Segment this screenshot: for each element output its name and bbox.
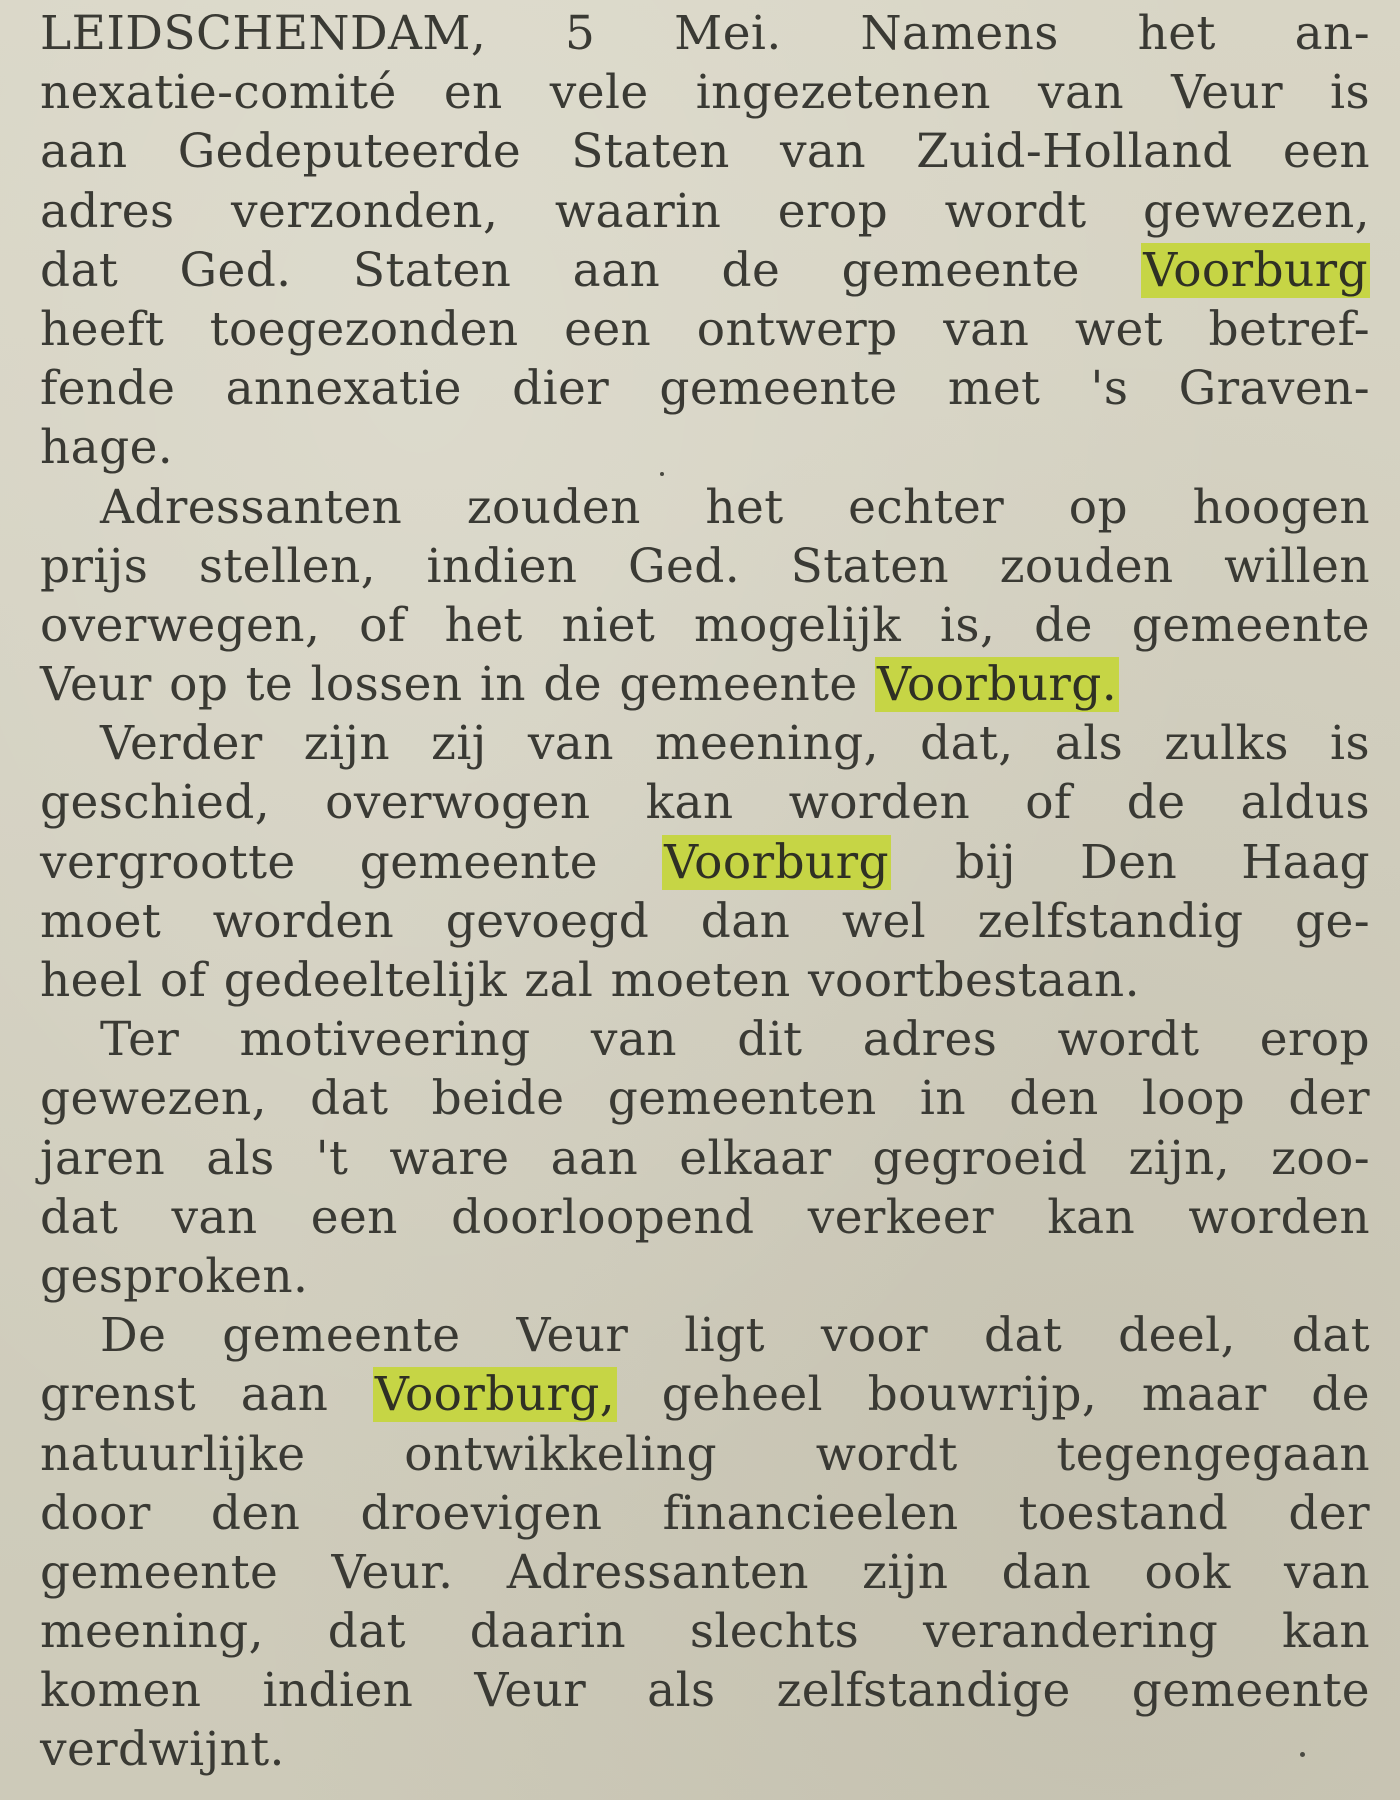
article-line: fende annexatie dier gemeente met 's Graven- bbox=[40, 361, 1370, 417]
article-line: meening, dat daarin slechts verandering kan bbox=[40, 1604, 1370, 1660]
article-line: Veur op te lossen in de gemeente Voorburg. bbox=[40, 657, 1118, 713]
article-line: aan Gedeputeerde Staten van Zuid-Holland een bbox=[40, 124, 1370, 180]
article-line: heel of gedeeltelijk zal moeten voortbestaan. bbox=[40, 953, 1140, 1008]
article-line: gesproken. bbox=[40, 1248, 309, 1304]
article-line: LEIDSCHENDAM, 5 Mei. Namens het an- bbox=[40, 6, 1370, 61]
article-line: Verder zijn zij van meening, dat, als zulks is bbox=[100, 716, 1370, 772]
article-line: vergrootte gemeente Voorburg bij Den Haag bbox=[40, 834, 1370, 890]
article-line: grenst aan Voorburg, geheel bouwrijp, maar de bbox=[40, 1367, 1370, 1423]
article-line: jaren als 't ware aan elkaar gegroeid zijn, zoo- bbox=[40, 1130, 1370, 1186]
article-line: verdwijnt. bbox=[40, 1722, 285, 1778]
paper-speck bbox=[660, 472, 664, 476]
article-line: geschied, overwogen kan worden of de aldus bbox=[40, 775, 1370, 831]
article-line: moet worden gevoegd dan wel zelfstandig ge- bbox=[40, 893, 1370, 949]
search-highlight: Voorburg, bbox=[374, 1367, 616, 1423]
article-line: overwegen, of het niet mogelijk is, de gemeente bbox=[40, 597, 1370, 653]
article-line: natuurlijke ontwikkeling wordt tegengegaan bbox=[40, 1426, 1370, 1482]
article-text bbox=[40, 4, 1370, 1780]
article-line: De gemeente Veur ligt voor dat deel, dat bbox=[100, 1308, 1370, 1364]
article-line: Adressanten zouden het echter op hoogen bbox=[100, 479, 1370, 535]
paper-speck bbox=[1300, 1752, 1305, 1757]
article-line: hage. bbox=[40, 420, 174, 476]
article-line: heeft toegezonden een ontwerp van wet betref- bbox=[40, 301, 1370, 357]
search-highlight: Voorburg bbox=[664, 834, 889, 890]
search-highlight: Voorburg bbox=[1143, 242, 1368, 298]
article-line: prijs stellen, indien Ged. Staten zouden willen bbox=[40, 538, 1370, 594]
article-line: dat van een doorloopend verkeer kan worden bbox=[40, 1189, 1370, 1245]
article-line: Ter motiveering van dit adres wordt erop bbox=[100, 1012, 1370, 1068]
article-line: nexatie-comité en vele ingezetenen van Veur is bbox=[40, 65, 1370, 121]
article-line: gewezen, dat beide gemeenten in den loop der bbox=[40, 1071, 1370, 1127]
article-line: gemeente Veur. Adressanten zijn dan ook van bbox=[40, 1544, 1370, 1600]
article-line: dat Ged. Staten aan de gemeente Voorburg bbox=[40, 242, 1368, 298]
article-line: door den droevigen financieelen toestand der bbox=[40, 1485, 1370, 1541]
article-line: komen indien Veur als zelfstandige gemeente bbox=[40, 1663, 1370, 1719]
search-highlight: Voorburg. bbox=[876, 657, 1118, 713]
article-line: adres verzonden, waarin erop wordt gewezen, bbox=[40, 183, 1370, 239]
